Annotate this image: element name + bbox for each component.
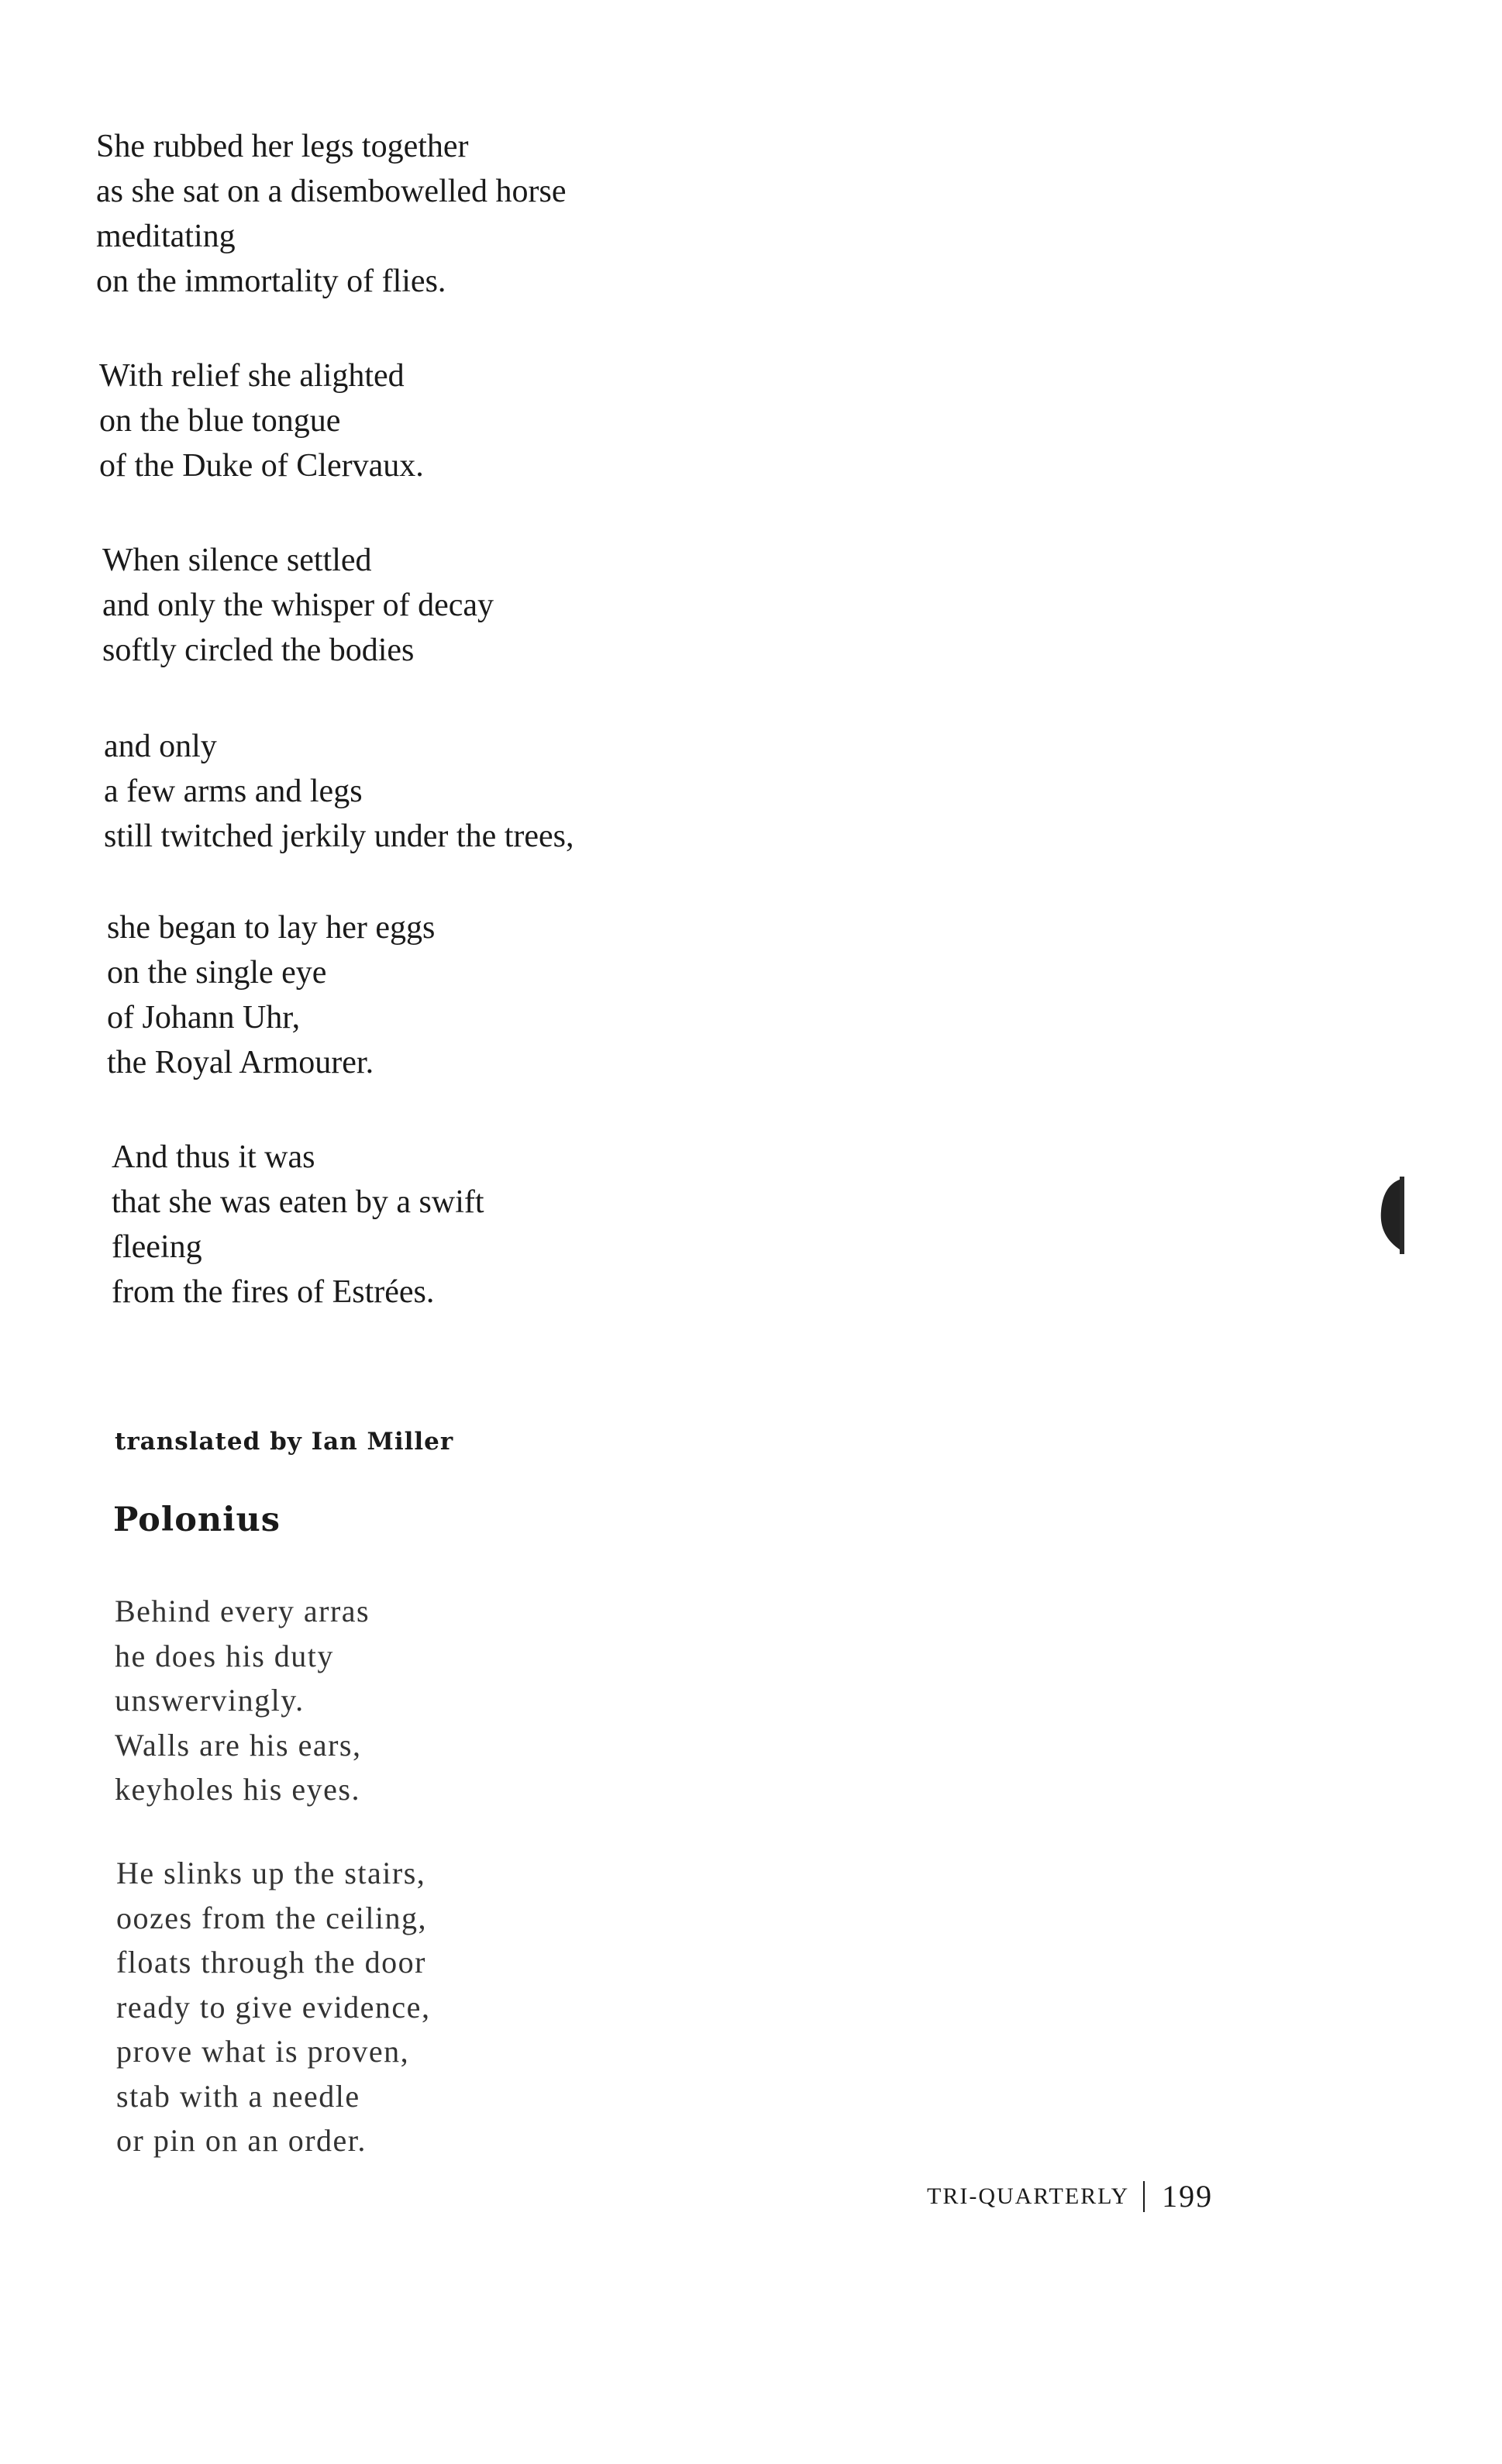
poem-line: the Royal Armourer. [107,1045,374,1080]
poem-line: still twitched jerkily under the trees, [104,818,574,854]
poem-line: keyholes his eyes. [115,1772,360,1807]
poem-line: Behind every arras [115,1594,370,1628]
poem-line: meditating [96,219,236,254]
poem-line: on the immortality of flies. [96,264,446,299]
page-number: 199 [1162,2179,1214,2214]
poem-line: on the single eye [107,955,327,991]
poem-line: softly circled the bodies [102,632,415,668]
poem-line: on the blue tongue [99,403,341,439]
poem-line: ready to give evidence, [116,1989,431,2025]
poem-line: or pin on an order. [116,2123,367,2158]
poem-line: that she was eaten by a swift [112,1184,484,1220]
poem-line: and only [104,729,217,764]
poem-line: prove what is proven, [116,2034,410,2069]
poem-line: as she sat on a disembowelled horse [96,174,567,209]
poem-line: When silence settled [102,543,372,578]
poem-line: oozes from the ceiling, [116,1900,428,1935]
poem-line: she began to lay her eggs [107,910,436,946]
page-footer [927,2178,1213,2214]
poem2-stanza-1 [115,1589,370,1812]
poem-line: And thus it was [112,1139,315,1175]
poem-line: fleeing [112,1229,202,1265]
poem-title: Polonius [113,1501,281,1539]
poem-line: unswervingly. [115,1683,305,1718]
page-edge-tab-mark [1373,1177,1404,1254]
poem-line: He slinks up the stairs, [116,1856,426,1890]
poem-line: of Johann Uhr, [107,1000,301,1036]
poem-line: She rubbed her legs together [96,129,469,164]
poem-line: from the fires of Estrées. [112,1274,435,1310]
poem1-stanza-2 [99,353,424,488]
poem-line: Walls are his ears, [115,1727,362,1763]
poem1-stanza-1 [96,124,567,304]
poem1-stanza-6 [112,1135,484,1315]
translator-credit: translated by Ian Miller [115,1428,454,1456]
poem-line: he does his duty [115,1638,334,1673]
poem-line: floats through the door [116,1945,426,1980]
poem-line: and only the whisper of decay [102,588,494,623]
poem-line: a few arms and legs [104,774,363,809]
poem1-stanza-3 [102,538,494,673]
poem-line: stab with a needle [116,2078,360,2114]
poem1-stanza-5 [107,905,435,1085]
footer-divider [1143,2181,1145,2212]
poem-line: With relief she alighted [99,358,405,394]
poem2-stanza-2 [116,1851,430,2163]
poem1-stanza-4 [104,724,574,859]
journal-name: TRI-QUARTERLY [927,2183,1130,2209]
poem-line: of the Duke of Clervaux. [99,448,424,484]
